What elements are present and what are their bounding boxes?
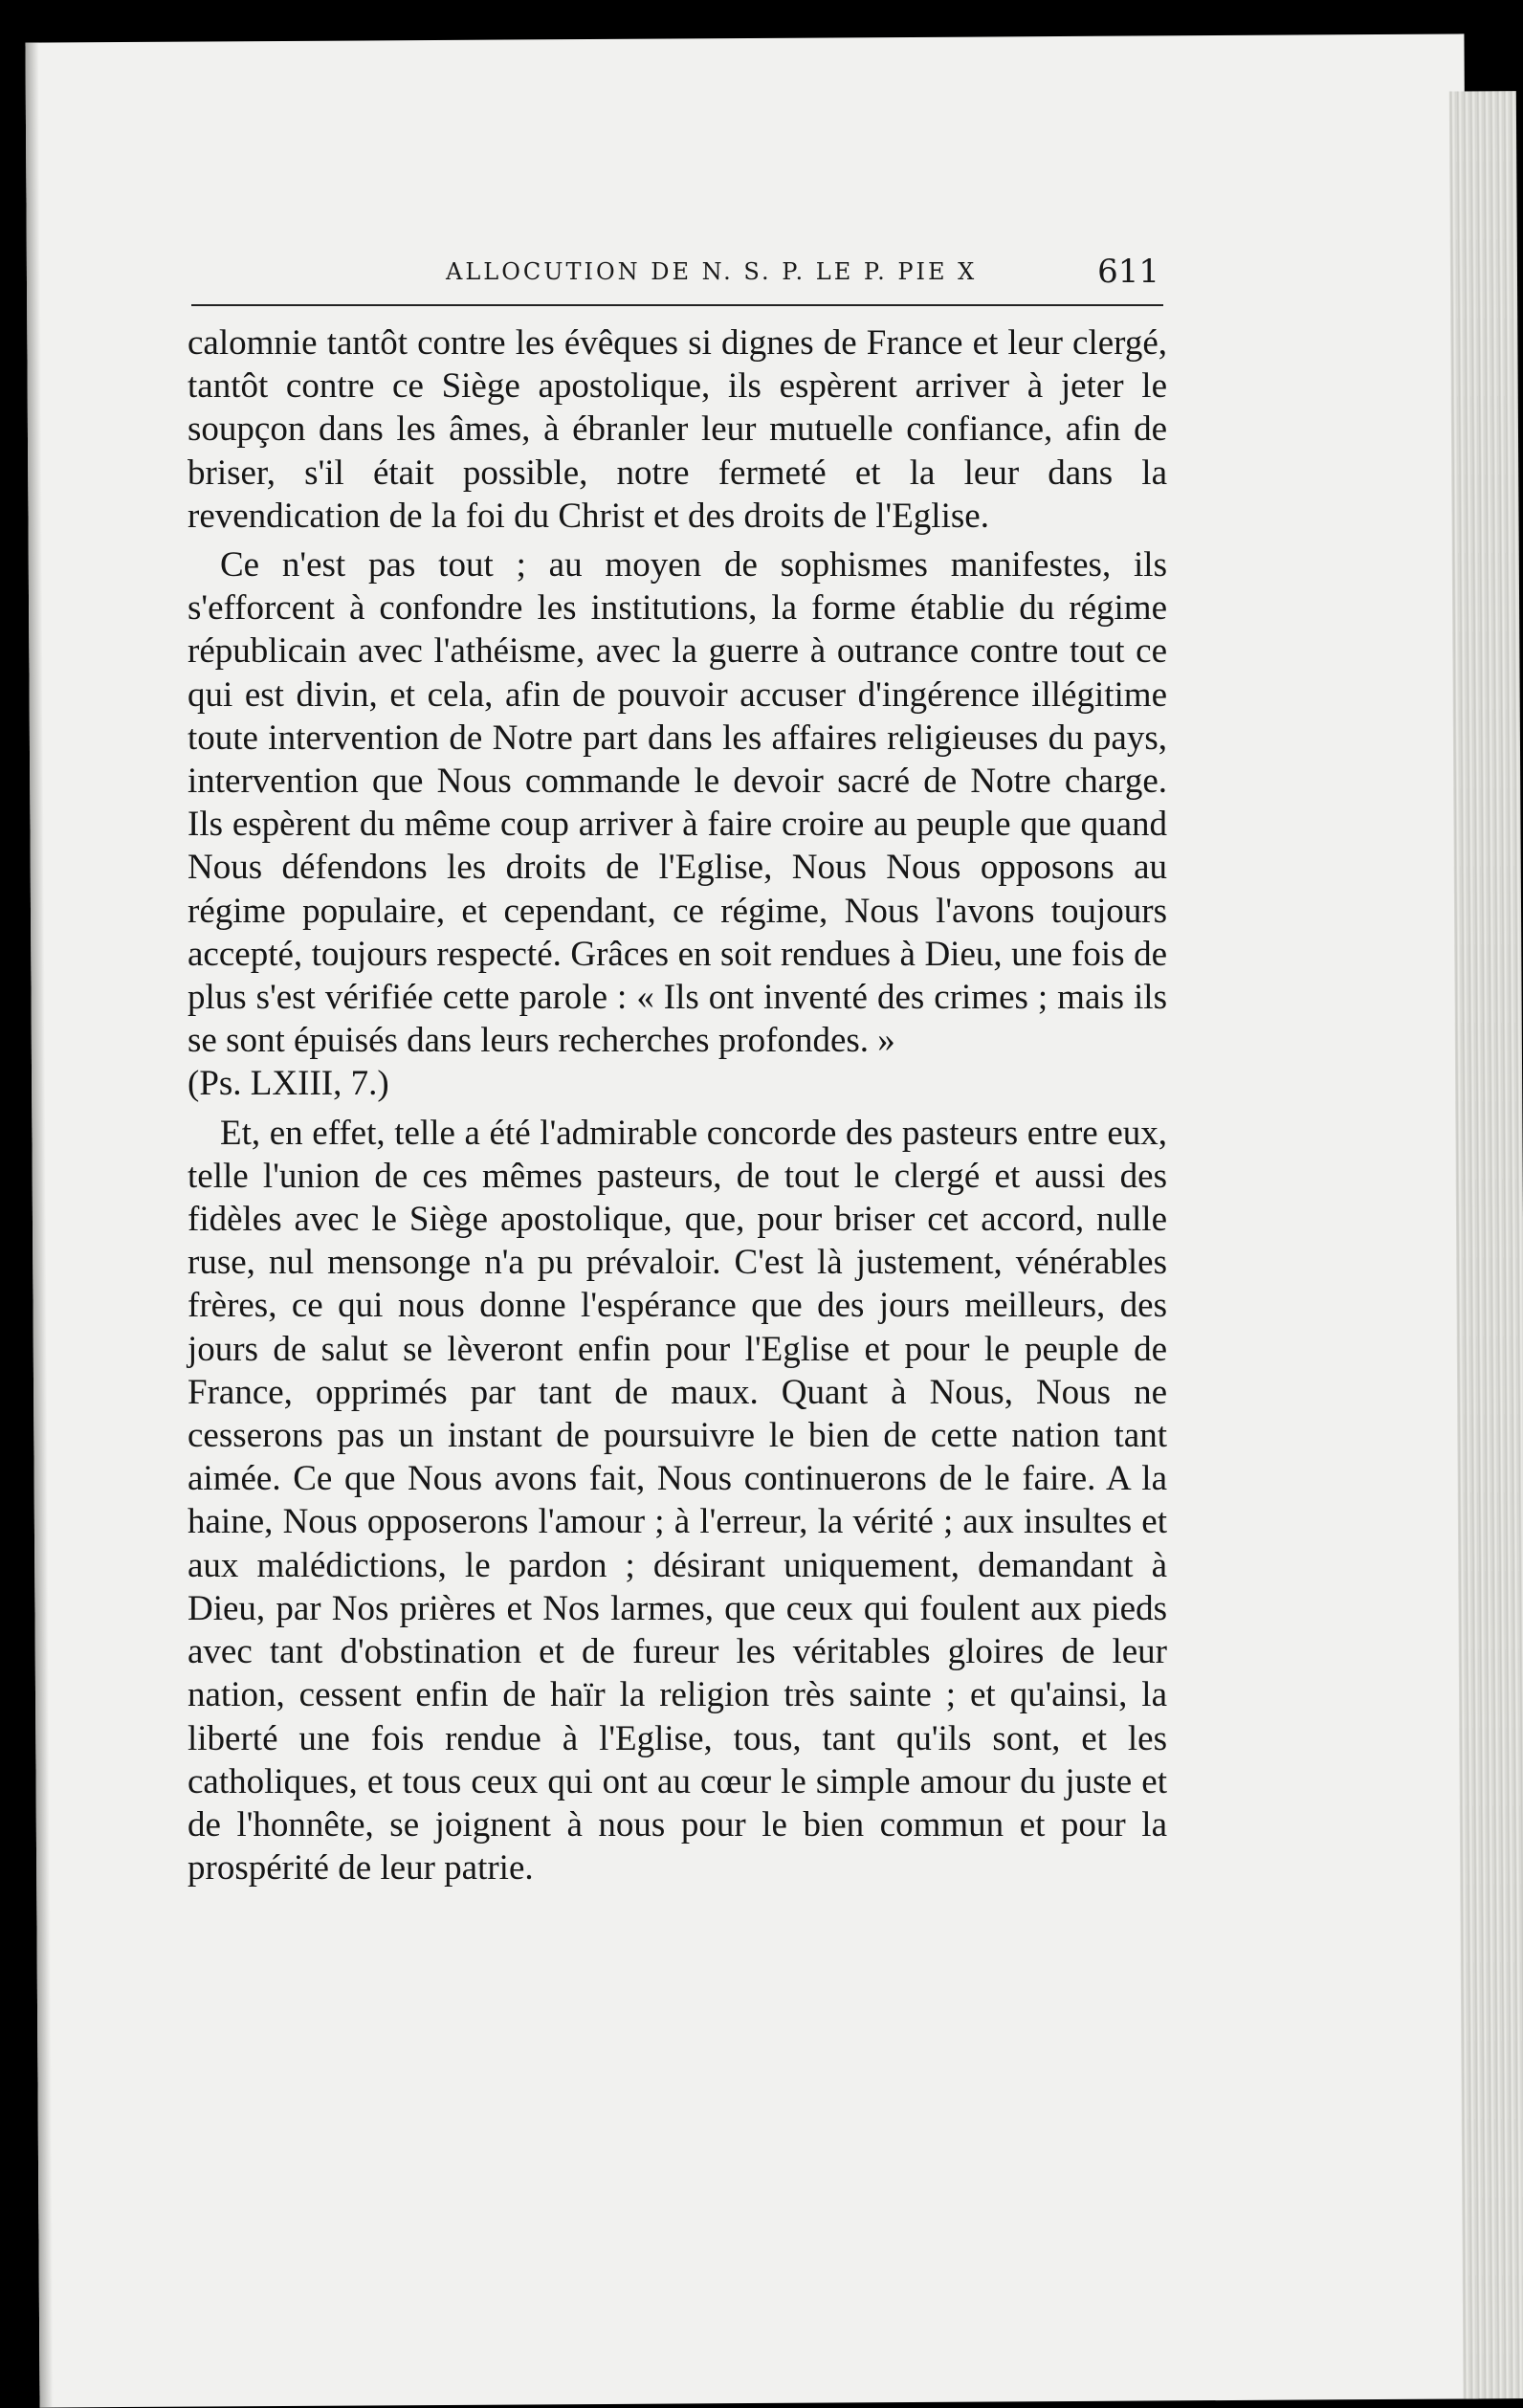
paragraph-3: Et, en effet, telle a été l'admirable concorde des pasteurs entre eux, telle l'union de ces mêmes pasteurs, de tout le clergé et aussi des fidèles avec le Siège apostolique, que, pour briser cet accord, nulle ruse, nul mensonge n'a pu prévaloir. C'est là justement, vénérables frères, ce qui nous donne l'espérance que des jours meilleurs, des jours de salut se lèveront enfin pour l'Eglise et pour le peuple de France, opprimés par tant de maux. Quant à Nous, Nous ne cesserons pas un instant de poursuivre le bien de cette nation tant aimée. Ce que Nous avons fait, Nous continuerons de le faire. A la haine, Nous opposerons l'amour ; à l'erreur, la vérité ; aux insultes et aux malédictions, le pardon ; désirant uniquement, demandant à Dieu, par Nos prières et Nos larmes, que ceux qui foulent aux pieds avec tant d'obstination et de fureur les véritables gloires de leur nation, cessent enfin de haïr la religion très sainte ; et qu'ainsi, la liberté une fois rendue à l'Eglise, tous, tant qu'ils sont, et les catholiques, et tous ceux qui ont au cœur le simple amour du juste et de l'honnête, se joignent à nous pour le bien commun et pour la prospérité de leur patrie. (188, 1113, 1167, 1889)
body-text (188, 321, 1167, 2101)
page-stack-edge (1449, 91, 1523, 2398)
paragraph-2 (188, 543, 1167, 1106)
paragraph-2-text: Ce n'est pas tout ; au moyen de sophismes manifestes, ils s'efforcent à confondre les institutions, la forme établie du régime républicain avec l'athéisme, avec la guerre à outrance contre tout ce qui est divin, et cela, afin de pouvoir accuser d'ingérence illégitime toute intervention de Notre part dans les affaires religieuses du pays, intervention que Nous commande le devoir sacré de Notre charge. Ils espèrent du même coup arriver à faire croire au peuple que quand Nous défendons les droits de l'Eglise, Nous Nous opposons au régime populaire, et cependant, ce régime, Nous l'avons toujours accepté, toujours respecté. Grâces en soit rendues à Dieu, une fois de plus s'est vérifiée cette parole : « Ils ont inventé des crimes ; mais ils se sont épuisés dans leurs recherches profondes. » (188, 545, 1167, 1061)
page-header (191, 245, 1159, 302)
paragraph-1: calomnie tantôt contre les évêques si dignes de France et leur clergé, tantôt contre ce Siège apostolique, ils espèrent arriver à jeter le soupçon dans les âmes, à ébranler leur mutuelle confiance, afin de briser, s'il était possible, notre fermeté et la leur dans la revendication de la foi du Christ et des droits de l'Eglise. (188, 323, 1167, 536)
page-number: 611 (1097, 253, 1159, 291)
psalm-citation: (Ps. LXIII, 7.) (188, 1064, 389, 1104)
running-head: ALLOCUTION DE N. S. P. LE P. PIE X (446, 258, 978, 285)
header-rule (191, 304, 1163, 306)
gutter-shadow (25, 43, 53, 2408)
